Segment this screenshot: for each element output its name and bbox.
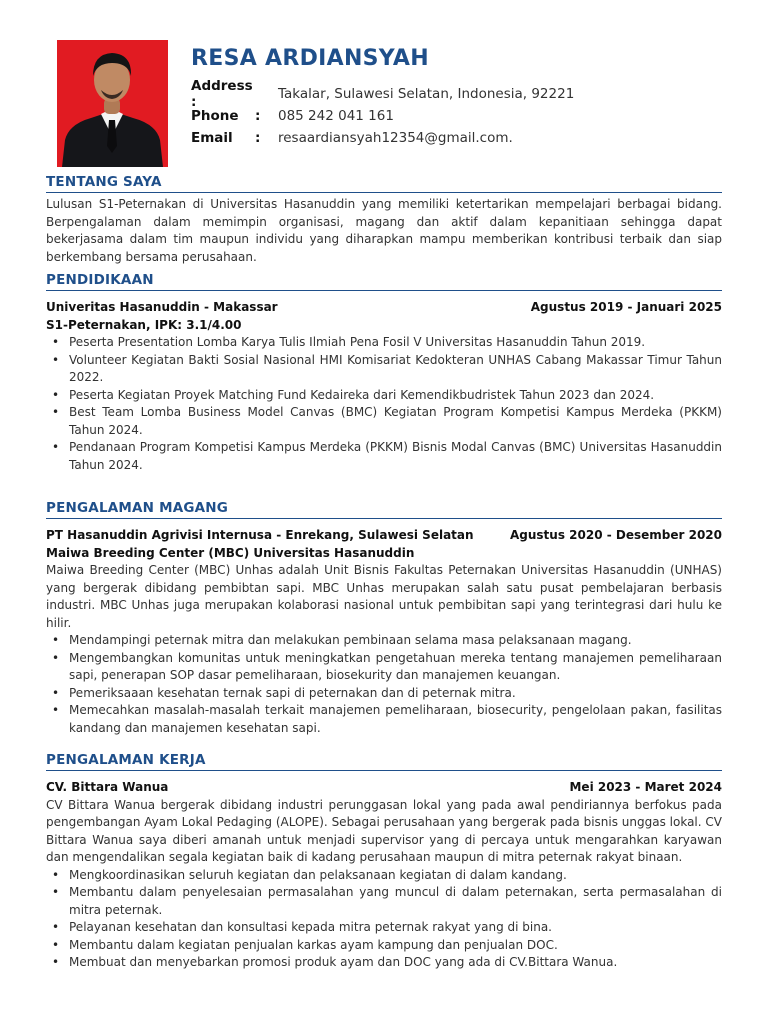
work-company: CV. Bittara Wanua: [46, 780, 169, 794]
section-title-work: PENGALAMAN KERJA: [46, 752, 722, 771]
list-item: • Membantu dalam penyelesaian permasalahan yang muncul di dalam peternakan, serta permasalahan di mitra peternak.: [46, 884, 722, 919]
contact-value: Takalar, Sulawesi Selatan, Indonesia, 92221: [278, 86, 575, 102]
list-item: • Mengembangkan komunitas untuk meningkatkan pengetahuan mereka tentang manajemen pemeliharaan sapi, penerapan SOP dasar pemeliharaan, biosekurity dan manajemen keuangan.: [46, 650, 722, 685]
contact-value: resaardiansyah12354@gmail.com.: [278, 130, 513, 146]
internship-list: [46, 632, 722, 737]
contact-info: [191, 78, 575, 149]
contact-phone: [191, 105, 574, 127]
section-title-education: PENDIDIKAAN: [46, 272, 722, 291]
section-title-about: TENTANG SAYA: [46, 174, 722, 193]
list-item: • Memecahkan masalah-masalah terkait manajemen pemeliharaan, biosecurity, pengelolaan pakan, fasilitas kandang dan manajemen kesehatan sapi.: [46, 702, 722, 737]
internship-unit: Maiwa Breeding Center (MBC) Universitas Hasanuddin: [46, 545, 415, 560]
contact-email: [191, 127, 574, 149]
list-item: • Peserta Kegiatan Proyek Matching Fund Kedaireka dari Kemendikbudristek Tahun 2023 dan 2024.: [46, 387, 722, 405]
list-item: • Pendanaan Program Kompetisi Kampus Merdeka (PKKM) Bisnis Modal Canvas (BMC) Universitas Hasanuddin Tahun 2024.: [46, 439, 722, 474]
internship-description: Maiwa Breeding Center (MBC) Unhas adalah Unit Bisnis Fakultas Peternakan Universitas Hasanuddin (UNHAS) yang bergerak dibidang pembibtan sapi. MBC Unhas merupakan salah satu pusat pembelajaran berbasis industri. MBC Unhas juga merupakan kolaborasi nasional untuk pembibitan sapi yang terintegrasi dari hulu ke hilir.: [46, 563, 722, 630]
work-description: CV Bittara Wanua bergerak dibidang industri perunggasan lokal yang pada awal pendiriannya berfokus pada pengembangan Ayam Lokal Pedaging (ALOPE). Sebagai perusahaan yang bergerak pada bisnis unggas lokal. CV Bittara Wanua saya diberi amanah untuk menjadi supervisor yang di percaya untuk mengarahkan karyawan dan mengendalikan segala kegiatan baik di kadang perusahaan maupun di mitra peternak rakyat binaan.: [46, 797, 722, 864]
list-item: • Membantu dalam kegiatan penjualan karkas ayam kampung dan penjualan DOC.: [46, 937, 722, 955]
work-period: Mei 2023 - Maret 2024: [569, 780, 722, 794]
contact-label: Email: [191, 130, 233, 146]
education-institution: Univeritas Hasanuddin - Makassar: [46, 300, 278, 314]
section-title-internship: PENGALAMAN MAGANG: [46, 500, 722, 519]
list-item: • Best Team Lomba Business Model Canvas (BMC) Kegiatan Program Kompetisi Kampus Merdeka (PKKM) Tahun 2024.: [46, 404, 722, 439]
work-entry: [46, 779, 722, 972]
contact-label: Phone: [191, 108, 239, 124]
profile-photo: [57, 40, 168, 167]
list-item: • Mendampingi peternak mitra dan melakukan pembinaan selama masa pelaksanaan magang.: [46, 632, 722, 650]
contact-label: Address :: [191, 78, 253, 110]
education-list: [46, 334, 722, 474]
list-item: • Volunteer Kegiatan Bakti Sosial Nasional HMI Komisariat Kedokteran UNHAS Cabang Makassar Timur Tahun 2022.: [46, 352, 722, 387]
candidate-name: RESA ARDIANSYAH: [191, 46, 429, 71]
internship-period: Agustus 2020 - Desember 2020: [509, 528, 722, 542]
contact-address: [191, 78, 575, 110]
education-degree: S1-Peternakan, IPK: 3.1/4.00: [46, 317, 242, 332]
contact-value: 085 242 041 161: [278, 108, 394, 124]
internship-company: PT Hasanuddin Agrivisi Internusa - Enrekang, Sulawesi Selatan: [46, 528, 474, 542]
contact-separator: :: [255, 130, 261, 146]
education-entry: [46, 299, 722, 474]
about-text: Lulusan S1-Peternakan di Universitas Hasanuddin yang memiliki ketertarikan mempelajari berbagai bidang. Berpengalaman dalam memimpin organisasi, magang dan aktif dalam kepanitiaan sehingga dapat bekerjasama dalam tim maupun individu yang diharapkan mampu memberikan kontribusi terbaik dan siap berkembang bersama perusahaan.: [46, 197, 722, 264]
internship-entry: [46, 527, 722, 737]
list-item: • Peserta Presentation Lomba Karya Tulis Ilmiah Pena Fosil V Universitas Hasanuddin Tahun 2019.: [46, 334, 722, 352]
contact-separator: :: [255, 108, 261, 124]
list-item: • Pemeriksaaan kesehatan ternak sapi di peternakan dan di peternak mitra.: [46, 685, 722, 703]
education-period: Agustus 2019 - Januari 2025: [530, 300, 722, 314]
list-item: • Pelayanan kesehatan dan konsultasi kepada mitra peternak rakyat yang di bina.: [46, 919, 722, 937]
person-portrait-icon: [57, 40, 168, 167]
work-list: [46, 867, 722, 972]
list-item: • Mengkoordinasikan seluruh kegiatan dan pelaksanaan kegiatan di dalam kandang.: [46, 867, 722, 885]
list-item: • Membuat dan menyebarkan promosi produk ayam dan DOC yang ada di CV.Bittara Wanua.: [46, 954, 722, 972]
